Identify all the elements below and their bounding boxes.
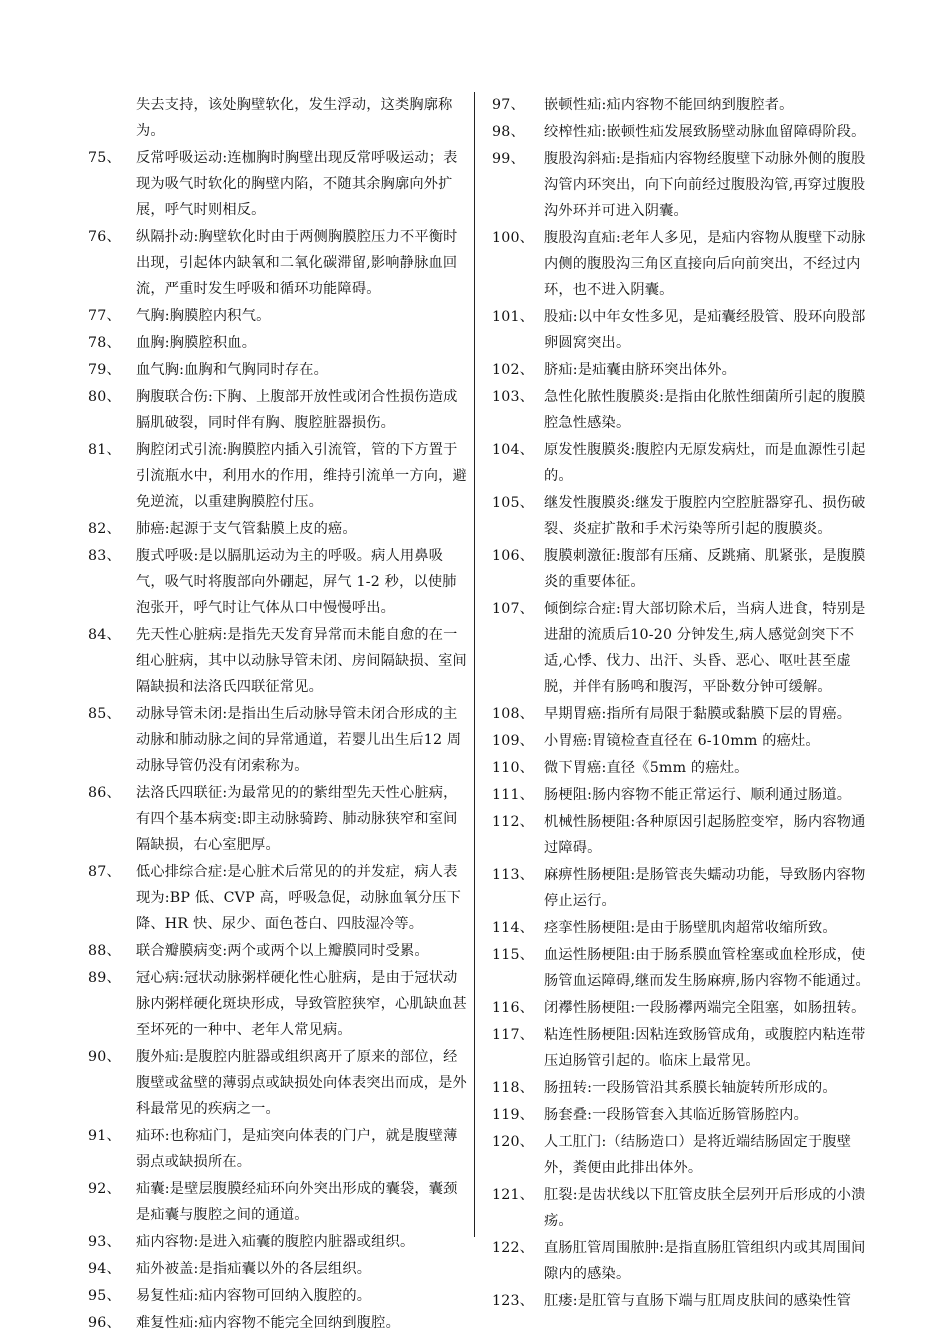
glossary-entry [492, 782, 872, 808]
glossary-entry [88, 1176, 468, 1228]
entry-number: 106、 [492, 548, 535, 564]
glossary-entry [88, 224, 468, 302]
entry-number: 82、 [88, 521, 121, 537]
entry-number: 95、 [88, 1288, 121, 1304]
glossary-entry [88, 1256, 468, 1282]
entry-text: 绞榨性疝:嵌顿性疝发展致肠壁动脉血留障碍阶段。 [544, 124, 866, 140]
entry-number: 98、 [492, 124, 525, 140]
entry-text: 嵌顿性疝:疝内容物不能回纳到腹腔者。 [544, 97, 794, 113]
glossary-entry [492, 357, 872, 383]
entry-number: 116、 [492, 1000, 535, 1016]
entry-text: 痉挛性肠梗阻:是由于肠壁肌肉超常收缩所致。 [544, 920, 837, 936]
glossary-entry [492, 490, 872, 542]
entry-text: 急性化脓性腹膜炎:是指由化脓性细菌所引起的腹膜腔急性感染。 [544, 389, 866, 431]
entry-text: 动脉导管未闭:是指出生后动脉导管未闭合形成的主动脉和肺动脉之间的异常通道，若婴儿出生后12 周动脉导管仍没有闭索称为。 [136, 706, 462, 774]
entry-number: 108、 [492, 706, 535, 722]
entry-number: 79、 [88, 362, 121, 378]
glossary-entry [88, 622, 468, 700]
glossary-entry [88, 330, 468, 356]
glossary-entry [492, 596, 872, 700]
entry-number: 93、 [88, 1234, 121, 1250]
entry-text: 闭襻性肠梗阻:一段肠襻两端完全阻塞，如肠扭转。 [544, 1000, 866, 1016]
entry-text: 冠心病:冠状动脉粥样硬化性心脏病，是由于冠状动脉内粥样硬化斑块形成，导致管腔狭窄，心肌缺血甚至坏死的一种中、老年人常见病。 [136, 970, 467, 1038]
entry-number: 123、 [492, 1293, 535, 1309]
entry-text: 联合瓣膜病变:两个或两个以上瓣膜同时受累。 [136, 943, 429, 959]
entry-number: 91、 [88, 1128, 121, 1144]
glossary-entry [492, 809, 872, 861]
glossary-entry [492, 543, 872, 595]
glossary-entry [492, 915, 872, 941]
glossary-entry [492, 1022, 872, 1074]
entry-number: 76、 [88, 229, 121, 245]
entry-text: 肛裂:是齿状线以下肛管皮肤全层列开后形成的小溃疡。 [544, 1187, 866, 1229]
entry-number: 113、 [492, 867, 535, 883]
glossary-entry [88, 1229, 468, 1255]
glossary-entry [492, 92, 872, 118]
entry-text: 肺癌:起源于支气管黏膜上皮的癌。 [136, 521, 357, 537]
entry-text: 易复性疝:疝内容物可回纳入腹腔的。 [136, 1288, 372, 1304]
glossary-entry [492, 304, 872, 356]
entry-text: 疝内容物:是进入疝囊的腹腔内脏器或组织。 [136, 1234, 415, 1250]
glossary-entry [492, 225, 872, 303]
entry-number: 121、 [492, 1187, 535, 1203]
entry-number: 122、 [492, 1240, 535, 1256]
entry-text: 失去支持，该处胸壁软化，发生浮动，这类胸廓称为。 [136, 97, 453, 139]
entry-number: 94、 [88, 1261, 121, 1277]
entry-number: 102、 [492, 362, 535, 378]
entry-number: 104、 [492, 442, 535, 458]
entry-text: 脐疝:是疝囊由脐环突出体外。 [544, 362, 737, 378]
glossary-entry [492, 1129, 872, 1181]
glossary-entry [88, 1310, 468, 1336]
glossary-entry [88, 92, 468, 144]
entry-text: 肛瘘:是肛管与直肠下端与肛周皮肤间的感染性管 [544, 1293, 852, 1309]
glossary-entry [88, 303, 468, 329]
entry-text: 腹股沟斜疝:是指疝内容物经腹壁下动脉外侧的腹股沟管内环突出，向下向前经过腹股沟管,再穿过腹股沟外环并可进入阴囊。 [544, 151, 866, 219]
glossary-entry [88, 1044, 468, 1122]
entry-number: 114、 [492, 920, 535, 936]
entry-text: 法洛氏四联征:为最常见的的紫绀型先天性心脏病，有四个基本病变:即主动脉骑跨、肺动脉狭窄和室间隔缺损，右心室肥厚。 [136, 785, 458, 853]
glossary-entry [492, 437, 872, 489]
glossary-entry [492, 1075, 872, 1101]
right-column [492, 92, 872, 1315]
glossary-entry [88, 859, 468, 937]
glossary-entry [88, 965, 468, 1043]
entry-text: 肠套叠:一段肠管套入其临近肠管肠腔内。 [544, 1107, 808, 1123]
entry-number: 80、 [88, 389, 121, 405]
entry-text: 疝外被盖:是指疝囊以外的各层组织。 [136, 1261, 372, 1277]
glossary-entry [492, 146, 872, 224]
entry-text: 血胸:胸膜腔积血。 [136, 335, 257, 351]
entry-number: 75、 [88, 150, 121, 166]
entry-text: 粘连性肠梗阻:因粘连致肠管成角，或腹腔内粘连带压迫肠管引起的。临床上最常见。 [544, 1027, 866, 1069]
entry-number: 86、 [88, 785, 121, 801]
entry-text: 胸腹联合伤:下胸、上腹部开放性或闭合性损伤造成膈肌破裂，同时伴有胸、腹腔脏器损伤。 [136, 389, 458, 431]
entry-number: 97、 [492, 97, 525, 113]
glossary-entry [88, 437, 468, 515]
glossary-entry [88, 357, 468, 383]
entry-text: 难复性疝:疝内容物不能完全回纳到腹腔。 [136, 1315, 400, 1331]
entry-text: 血气胸:血胸和气胸同时存在。 [136, 362, 329, 378]
glossary-entry [88, 516, 468, 542]
glossary-entry [88, 145, 468, 223]
entry-number: 96、 [88, 1315, 121, 1331]
glossary-entry [88, 1283, 468, 1309]
entry-number: 83、 [88, 548, 121, 564]
glossary-entry [492, 1288, 872, 1314]
entry-number: 109、 [492, 733, 535, 749]
left-column [88, 92, 468, 1337]
entry-number: 105、 [492, 495, 535, 511]
entry-text: 疝囊:是壁层腹膜经疝环向外突出形成的囊袋，囊颈是疝囊与腹腔之间的通道。 [136, 1181, 458, 1223]
entry-number: 103、 [492, 389, 535, 405]
entry-text: 先天性心脏病:是指先天发育异常而未能自愈的在一组心脏病，其中以动脉导管未闭、房间隔缺损、室间隔缺损和法洛氏四联征常见。 [136, 627, 467, 695]
entry-text: 疝环:也称疝门，是疝突向体表的门户，就是腹壁薄弱点或缺损所在。 [136, 1128, 458, 1170]
entry-text: 腹外疝:是腹腔内脏器或组织离开了原来的部位，经腹壁或盆壁的薄弱点或缺损处向体表突出而成，是外科最常见的疾病之一。 [136, 1049, 467, 1117]
glossary-entry [492, 1182, 872, 1234]
entry-text: 反常呼吸运动:连枷胸时胸壁出现反常呼吸运动；表现为吸气时软化的胸壁内陷，不随其余胸廓向外扩展，呼气时则相反。 [136, 150, 458, 218]
entry-number: 89、 [88, 970, 121, 986]
entry-text: 肠梗阻:肠内容物不能正常运行、顺利通过肠道。 [544, 787, 852, 803]
glossary-entry [88, 701, 468, 779]
entry-text: 低心排综合症:是心脏术后常见的的并发症，病人表现为:BP 低、CVP 高，呼吸急促，动脉血氧分压下降、HR 快、尿少、面色苍白、四肢湿冷等。 [136, 864, 461, 932]
entry-text: 胸腔闭式引流:胸膜腔内插入引流管，管的下方置于引流瓶水中，利用水的作用，维持引流单一方向，避免逆流，以重建胸膜腔付压。 [136, 442, 467, 510]
entry-number: 117、 [492, 1027, 535, 1043]
entry-text: 微下胃癌:直径《5mm 的癌灶。 [544, 760, 749, 776]
entry-number: 115、 [492, 947, 535, 963]
entry-text: 股疝:以中年女性多见，是疝囊经股管、股环向股部卵圆窝突出。 [544, 309, 866, 351]
entry-number: 120、 [492, 1134, 535, 1150]
entry-text: 麻痹性肠梗阻:是肠管丧失蠕动功能，导致肠内容物停止运行。 [544, 867, 866, 909]
glossary-entry [492, 728, 872, 754]
entry-number: 110、 [492, 760, 535, 776]
entry-text: 血运性肠梗阻:由于肠系膜血管栓塞或血栓形成，使肠管血运障碍,继而发生肠麻痹,肠内容物不能通过。 [544, 947, 870, 989]
glossary-entry [492, 995, 872, 1021]
entry-number: 107、 [492, 601, 535, 617]
entry-text: 纵隔扑动:胸壁软化时由于两侧胸膜腔压力不平衡时出现，引起体内缺氧和二氧化碳滞留,影响静脉血回流，严重时发生呼吸和循环功能障碍。 [136, 229, 458, 297]
entry-number: 87、 [88, 864, 121, 880]
entry-number: 101、 [492, 309, 535, 325]
entry-text: 原发性腹膜炎:腹腔内无原发病灶，而是血源性引起的。 [544, 442, 866, 484]
entry-text: 直肠肛管周围脓肿:是指直肠肛管组织内或其周围间隙内的感染。 [544, 1240, 866, 1282]
entry-number: 90、 [88, 1049, 121, 1065]
entry-number: 100、 [492, 230, 535, 246]
column-divider [474, 92, 475, 1237]
entry-text: 腹式呼吸:是以膈肌运动为主的呼吸。病人用鼻吸气，吸气时将腹部向外硼起，屏气 1-2 秒，以使肺泡张开，呼气时让气体从口中慢慢呼出。 [136, 548, 457, 616]
entry-number: 77、 [88, 308, 121, 324]
glossary-entry [492, 942, 872, 994]
glossary-entry [492, 755, 872, 781]
glossary-entry [492, 384, 872, 436]
glossary-entry [492, 701, 872, 727]
glossary-entry [88, 384, 468, 436]
glossary-entry [492, 1235, 872, 1287]
entry-text: 小胃癌:胃镜检查直径在 6-10mm 的癌灶。 [544, 733, 820, 749]
entry-text: 气胸:胸膜腔内积气。 [136, 308, 271, 324]
glossary-entry [492, 1102, 872, 1128]
entry-text: 人工肛门:（结肠造口）是将近端结肠固定于腹壁外，粪便由此排出体外。 [544, 1134, 852, 1176]
entry-number: 85、 [88, 706, 121, 722]
entry-number: 112、 [492, 814, 535, 830]
entry-number: 84、 [88, 627, 121, 643]
glossary-entry [492, 862, 872, 914]
entry-text: 机械性肠梗阻:各种原因引起肠腔变窄，肠内容物通过障碍。 [544, 814, 866, 856]
entry-text: 继发性腹膜炎:继发于腹腔内空腔脏器穿孔、损伤破裂、炎症扩散和手术污染等所引起的腹膜炎。 [544, 495, 866, 537]
entry-number: 118、 [492, 1080, 535, 1096]
entry-number: 78、 [88, 335, 121, 351]
entry-number: 99、 [492, 151, 525, 167]
entry-number: 81、 [88, 442, 121, 458]
glossary-entry [88, 543, 468, 621]
glossary-entry [492, 119, 872, 145]
glossary-entry [88, 780, 468, 858]
entry-number: 92、 [88, 1181, 121, 1197]
entry-number: 88、 [88, 943, 121, 959]
entry-text: 腹股沟直疝:老年人多见，是疝内容物从腹壁下动脉内侧的腹股沟三角区直接向后向前突出，不经过内环，也不进入阴囊。 [544, 230, 866, 298]
glossary-entry [88, 938, 468, 964]
entry-text: 肠扭转:一段肠管沿其系膜长轴旋转所形成的。 [544, 1080, 837, 1096]
entry-number: 119、 [492, 1107, 535, 1123]
entry-text: 倾倒综合症:胃大部切除术后，当病人进食，特别是进甜的流质后10-20 分钟发生,病人感觉剑突下不适,心悸、伐力、出汗、头昏、恶心、呕吐甚至虚脱，并伴有肠鸣和腹泻，平卧数分钟可缓解。 [544, 601, 866, 695]
glossary-entry [88, 1123, 468, 1175]
entry-text: 早期胃癌:指所有局限于黏膜或黏膜下层的胃癌。 [544, 706, 852, 722]
entry-number: 111、 [492, 787, 535, 803]
entry-text: 腹膜刺激征:腹部有压痛、反跳痛、肌紧张，是腹膜炎的重要体征。 [544, 548, 866, 590]
